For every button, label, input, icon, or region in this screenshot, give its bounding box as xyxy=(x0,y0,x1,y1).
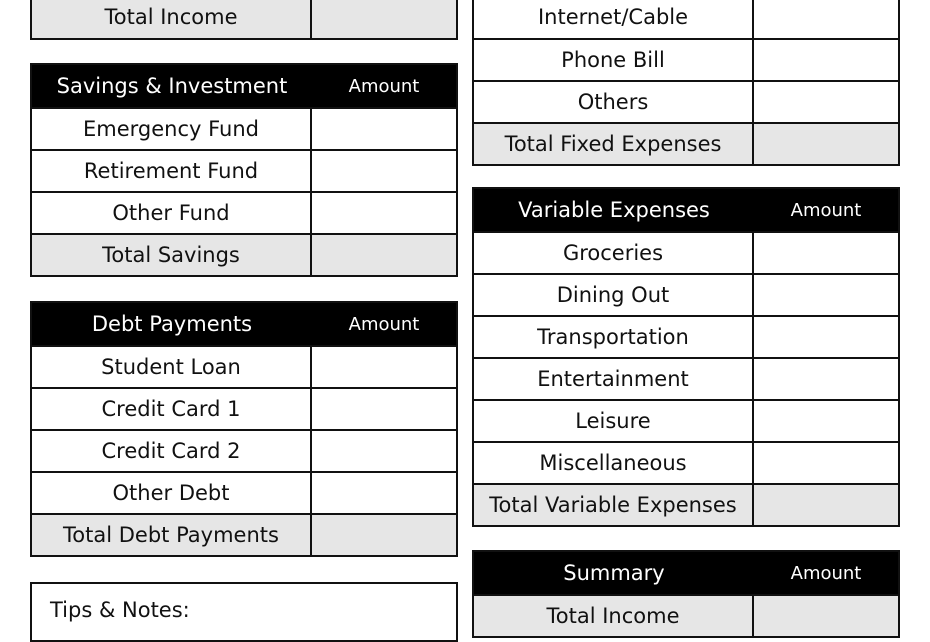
table-row xyxy=(474,273,898,315)
variable-total-label: Total Variable Expenses xyxy=(474,485,754,525)
fixed-amount-input[interactable] xyxy=(754,82,898,122)
table-row xyxy=(474,594,898,636)
variable-amount-input[interactable] xyxy=(754,317,898,357)
debt-total-label: Total Debt Payments xyxy=(32,515,312,555)
table-row xyxy=(474,357,898,399)
fixed-row-label: Phone Bill xyxy=(474,40,754,80)
savings-total-label: Total Savings xyxy=(32,235,312,275)
table-row xyxy=(32,149,456,191)
variable-row-label: Leisure xyxy=(474,401,754,441)
savings-header-row xyxy=(32,65,456,107)
savings-title: Savings & Investment xyxy=(56,74,288,98)
notes-box[interactable] xyxy=(30,582,458,642)
summary-row-label: Total Income xyxy=(474,596,754,636)
table-row xyxy=(474,231,898,273)
debt-table xyxy=(30,301,458,557)
table-row xyxy=(474,38,898,80)
table-row xyxy=(32,107,456,149)
summary-amount-header: Amount xyxy=(790,562,862,584)
debt-header-row xyxy=(32,303,456,345)
table-row xyxy=(474,80,898,122)
fixed-total-label: Total Fixed Expenses xyxy=(474,124,754,164)
variable-title: Variable Expenses xyxy=(518,198,710,222)
variable-amount-input[interactable] xyxy=(754,443,898,483)
fixed-total-amount-input[interactable] xyxy=(754,124,898,164)
debt-amount-input[interactable] xyxy=(312,431,456,471)
fixed-amount-input[interactable] xyxy=(754,40,898,80)
variable-row-label: Transportation xyxy=(474,317,754,357)
variable-amount-input[interactable] xyxy=(754,233,898,273)
savings-total-amount-input[interactable] xyxy=(312,235,456,275)
debt-row-label: Other Debt xyxy=(32,473,312,513)
table-row xyxy=(474,441,898,483)
savings-row-label: Other Fund xyxy=(32,193,312,233)
savings-table xyxy=(30,63,458,277)
debt-total-row xyxy=(32,513,456,555)
income-total-row xyxy=(32,0,456,38)
summary-title: Summary xyxy=(563,561,665,585)
variable-row-label: Dining Out xyxy=(474,275,754,315)
variable-expenses-table xyxy=(472,187,900,527)
fixed-row-label: Others xyxy=(474,82,754,122)
variable-amount-input[interactable] xyxy=(754,359,898,399)
debt-row-label: Credit Card 2 xyxy=(32,431,312,471)
table-row xyxy=(32,429,456,471)
variable-amount-input[interactable] xyxy=(754,275,898,315)
table-row xyxy=(32,191,456,233)
variable-header-row xyxy=(474,189,898,231)
variable-row-label: Miscellaneous xyxy=(474,443,754,483)
table-row xyxy=(474,0,898,38)
variable-total-amount-input[interactable] xyxy=(754,485,898,525)
summary-header-row xyxy=(474,552,898,594)
savings-total-row xyxy=(32,233,456,275)
table-row xyxy=(32,471,456,513)
variable-amount-input[interactable] xyxy=(754,401,898,441)
debt-row-label: Student Loan xyxy=(32,347,312,387)
savings-row-label: Retirement Fund xyxy=(32,151,312,191)
table-row xyxy=(32,387,456,429)
fixed-expenses-table xyxy=(472,0,900,166)
income-table xyxy=(30,0,458,40)
table-row xyxy=(474,399,898,441)
variable-row-label: Entertainment xyxy=(474,359,754,399)
variable-total-row xyxy=(474,483,898,525)
fixed-amount-input[interactable] xyxy=(754,0,898,38)
summary-amount-input[interactable] xyxy=(754,596,898,636)
debt-total-amount-input[interactable] xyxy=(312,515,456,555)
table-row xyxy=(32,345,456,387)
fixed-total-row xyxy=(474,122,898,164)
debt-amount-input[interactable] xyxy=(312,347,456,387)
debt-amount-input[interactable] xyxy=(312,389,456,429)
savings-row-label: Emergency Fund xyxy=(32,109,312,149)
savings-amount-header: Amount xyxy=(348,75,420,97)
summary-table xyxy=(472,550,900,638)
income-total-label: Total Income xyxy=(32,0,312,38)
debt-amount-header: Amount xyxy=(348,313,420,335)
fixed-row-label: Internet/Cable xyxy=(474,0,754,38)
debt-amount-input[interactable] xyxy=(312,473,456,513)
table-row xyxy=(474,315,898,357)
variable-row-label: Groceries xyxy=(474,233,754,273)
notes-title: Tips & Notes: xyxy=(50,598,190,622)
variable-amount-header: Amount xyxy=(790,199,862,221)
savings-amount-input[interactable] xyxy=(312,193,456,233)
savings-amount-input[interactable] xyxy=(312,151,456,191)
debt-title: Debt Payments xyxy=(91,312,253,336)
income-total-amount-input[interactable] xyxy=(312,0,456,38)
savings-amount-input[interactable] xyxy=(312,109,456,149)
debt-row-label: Credit Card 1 xyxy=(32,389,312,429)
